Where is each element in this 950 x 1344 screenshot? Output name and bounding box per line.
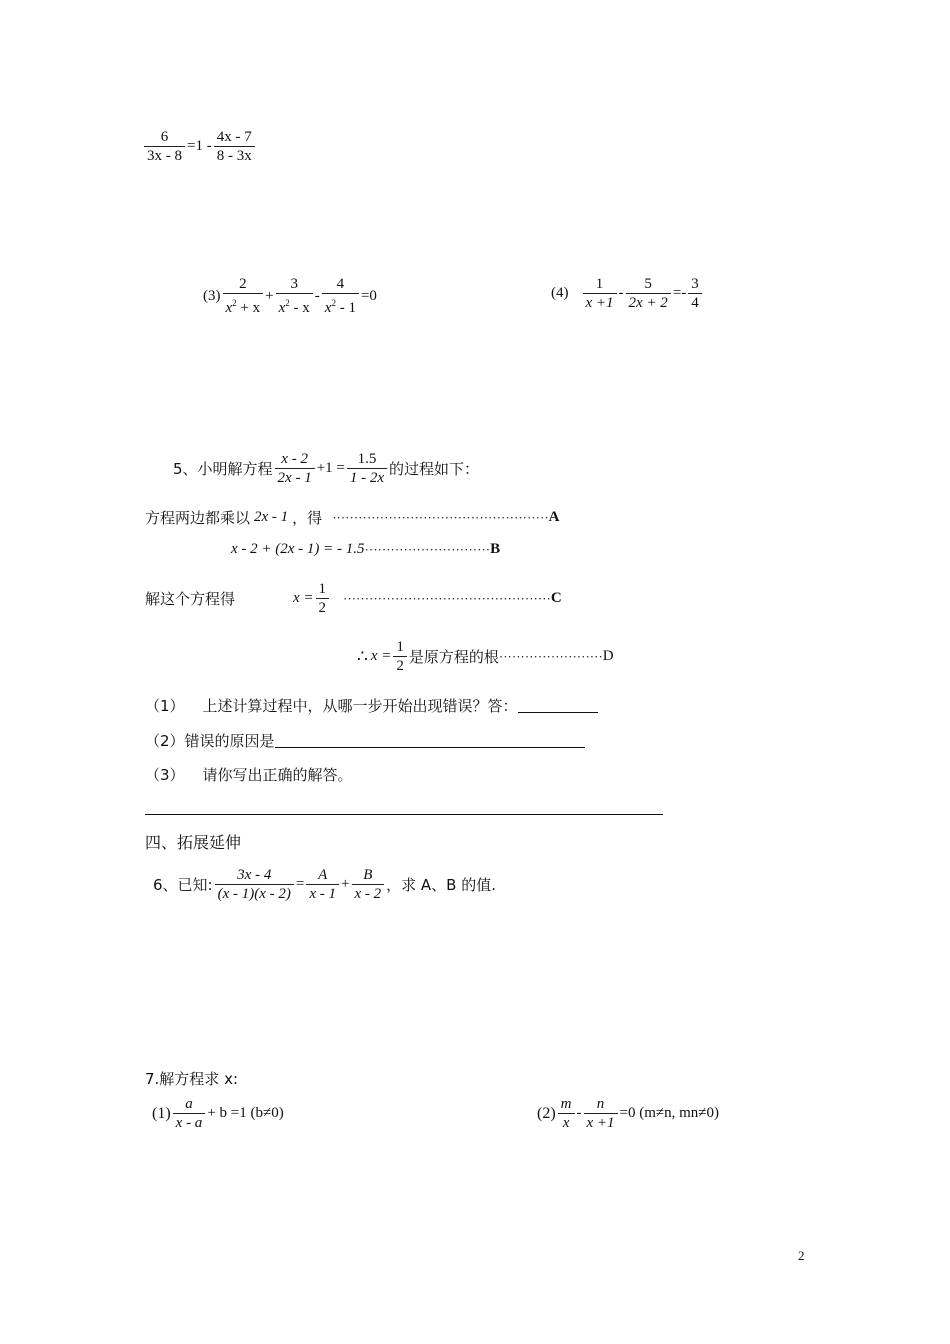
fraction: $\frac{4}{x^2 - 1}$ — [322, 275, 359, 317]
step-d: ∴ x = $\frac{1}{2}$ 是原方程的根 ························ D — [357, 639, 614, 674]
fraction: $\frac{1}{2}$ — [316, 580, 330, 617]
answer-line[interactable] — [145, 814, 663, 815]
fraction: $\frac{1}{x +1}$ — [583, 275, 617, 312]
fraction: $\frac{a}{x - a}$ — [173, 1095, 206, 1132]
question-7-part-1: (1) $\frac{a}{x - a}$ + b =1 (b≠0) — [152, 1096, 284, 1131]
page-number: 2 — [798, 1248, 805, 1263]
equation-4: (4) $\frac{1}{x +1}$ - $\frac{5}{2x + 2}$ =- $\frac{3}{4}$ — [551, 275, 704, 312]
fraction: $\frac{m}{x}$ — [558, 1095, 575, 1132]
question-7-part-2: (2) $\frac{m}{x}$ - $\frac{n}{x +1}$ =0 (m≠n, mn≠0) — [537, 1096, 720, 1131]
fraction: $\frac{3x - 4}{(x - 1)(x - 2)}$ — [215, 866, 294, 903]
fraction: $\frac{A}{x - 1}$ — [306, 866, 339, 903]
equation-top: $\frac{6}{3x - 8}$ =1 - $\frac{4x - 7}{8 - 3x}$ — [142, 128, 257, 165]
fraction: $\frac{B}{x - 2}$ — [352, 866, 385, 903]
fraction: $\frac{3}{x^2 - x}$ — [276, 275, 313, 317]
step-c: 解这个方程得 x = $\frac{1}{2}$ ················································ C — [145, 581, 562, 616]
section-title: 四、拓展延伸 — [145, 833, 242, 852]
fraction: $\frac{2}{x^2 + x}$ — [223, 275, 264, 317]
sub-question-1: （1） 上述计算过程中，从哪一步开始出现错误？答： — [145, 695, 598, 716]
fraction: $\frac{6}{3x - 8}$ — [144, 128, 185, 165]
sub-question-3: （3） 请你写出正确的解答。 — [145, 766, 353, 784]
answer-blank[interactable] — [275, 733, 585, 748]
answer-blank[interactable] — [518, 698, 598, 713]
step-a: 方程两边都乘以 2x - 1 ，得 ·················································· A — [145, 509, 560, 527]
fraction: $\frac{4x - 7}{8 - 3x}$ — [214, 128, 255, 165]
step-b: x - 2 + (2x - 1) = - 1.5 ····························· B — [231, 541, 501, 557]
equation-3: (3) $\frac{2}{x^2 + x}$ + $\frac{3}{x^2 - x}$ - $\frac{4}{x^2 - 1}$ =0 — [203, 276, 377, 316]
fraction: $\frac{n}{x +1}$ — [584, 1095, 618, 1132]
fraction: $\frac{1}{2}$ — [393, 638, 407, 675]
fraction: $\frac{3}{4}$ — [688, 275, 702, 312]
question-6: 6、已知: $\frac{3x - 4}{(x - 1)(x - 2)}$ = $\frac{A}{x - 1}$ + $\frac{B}{x - 2}$ ，求 A、B 的值. — [153, 867, 497, 902]
fraction: $\frac{1.5}{1 - 2x}$ — [347, 450, 387, 487]
question-5-header: 5、小明解方程 $\frac{x - 2}{2x - 1}$ +1 = $\frac{1.5}{1 - 2x}$ 的过程如下： — [173, 451, 480, 486]
sub-question-2: （2） 错误的原因是 — [145, 730, 585, 751]
fraction: $\frac{5}{2x + 2}$ — [626, 275, 671, 312]
fraction: $\frac{x - 2}{2x - 1}$ — [275, 450, 315, 487]
question-7-title: 7.解方程求 x: — [145, 1070, 239, 1088]
